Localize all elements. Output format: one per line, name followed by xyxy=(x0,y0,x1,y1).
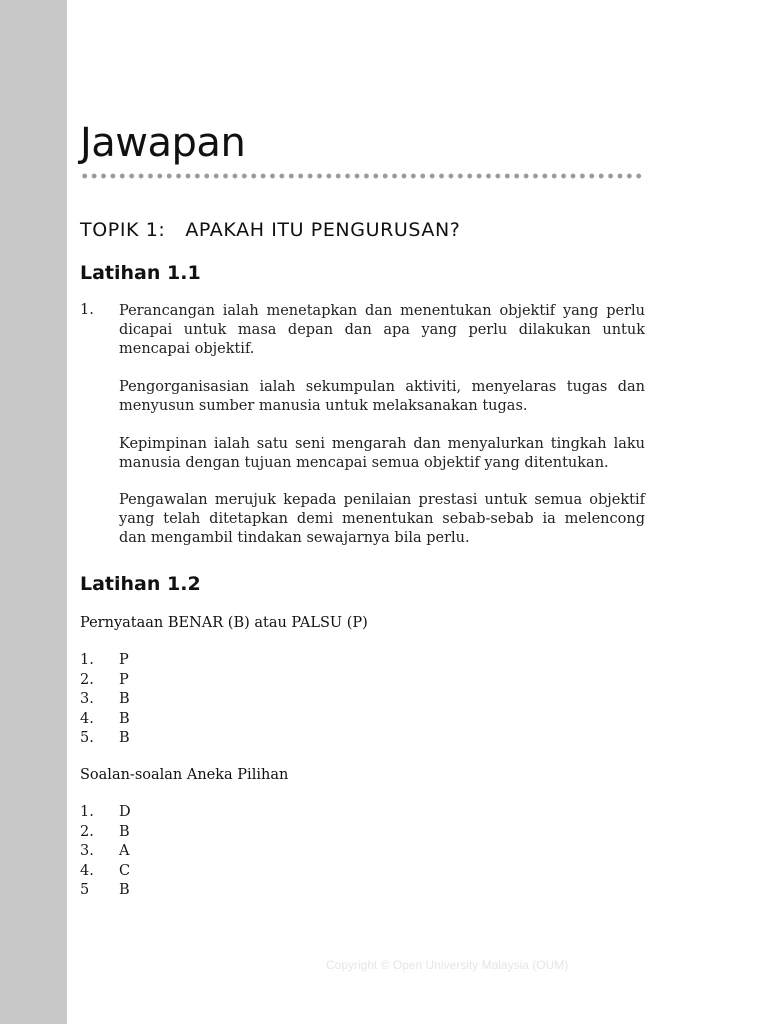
item-number: 3. xyxy=(80,691,94,707)
item-number: 3. xyxy=(80,843,94,859)
item-answer: B xyxy=(119,882,130,898)
dotted-divider xyxy=(80,172,642,180)
item-number: 4. xyxy=(80,862,94,879)
item-answer: A xyxy=(119,843,130,859)
item-number: 4. xyxy=(80,710,94,727)
page-title: Jawapan xyxy=(80,120,246,166)
item-answer: B xyxy=(119,823,130,840)
answer-paragraph-perancangan: Perancangan ialah menetapkan dan menentukan objektif yang perlu dicapai untuk masa depan dan apa yang perlu dilakukan untuk mencapai objektif. xyxy=(119,303,645,357)
mcq-label: Soalan-soalan Aneka Pilihan xyxy=(80,767,289,783)
item-answer: P xyxy=(119,652,129,668)
item-answer: D xyxy=(119,804,131,820)
item-answer: P xyxy=(119,671,129,688)
item-answer: B xyxy=(119,730,130,746)
item-number: 1. xyxy=(80,652,94,668)
item-answer: C xyxy=(119,862,131,879)
copyright-watermark: Copyright © Open University Malaysia (OUM) xyxy=(326,958,569,972)
true-false-label: Pernyataan BENAR (B) atau PALSU (P) xyxy=(80,615,368,631)
page-margin-bar xyxy=(0,0,67,1024)
item-number: 1. xyxy=(80,804,94,820)
item-number: 5 xyxy=(80,882,90,898)
topic-heading: TOPIK 1: APAKAH ITU PENGURUSAN? xyxy=(80,219,461,241)
item-answer: B xyxy=(119,691,130,707)
latihan-1-2-heading: Latihan 1.2 xyxy=(80,573,201,595)
answer-number: 1. xyxy=(80,302,94,318)
item-number: 2. xyxy=(80,823,94,840)
item-answer: B xyxy=(119,710,130,727)
item-number: 2. xyxy=(80,671,94,688)
item-number: 5. xyxy=(80,730,94,746)
answer-paragraph-pengorganisasian: Pengorganisasian ialah sekumpulan aktiviti, menyelaras tugas dan menyusun sumber manusia untuk melaksanakan tugas. xyxy=(119,379,645,414)
latihan-1-1-heading: Latihan 1.1 xyxy=(80,262,201,284)
answer-paragraph-kepimpinan: Kepimpinan ialah satu seni mengarah dan menyalurkan tingkah laku manusia dengan tujuan mencapai semua objektif yang ditentukan. xyxy=(119,436,645,471)
answer-paragraph-pengawalan: Pengawalan merujuk kepada penilaian prestasi untuk semua objektif yang telah ditetapkan demi menentukan sebab-sebab ia melencong dan mengambil tindakan sewajarnya bila perlu. xyxy=(119,492,645,546)
